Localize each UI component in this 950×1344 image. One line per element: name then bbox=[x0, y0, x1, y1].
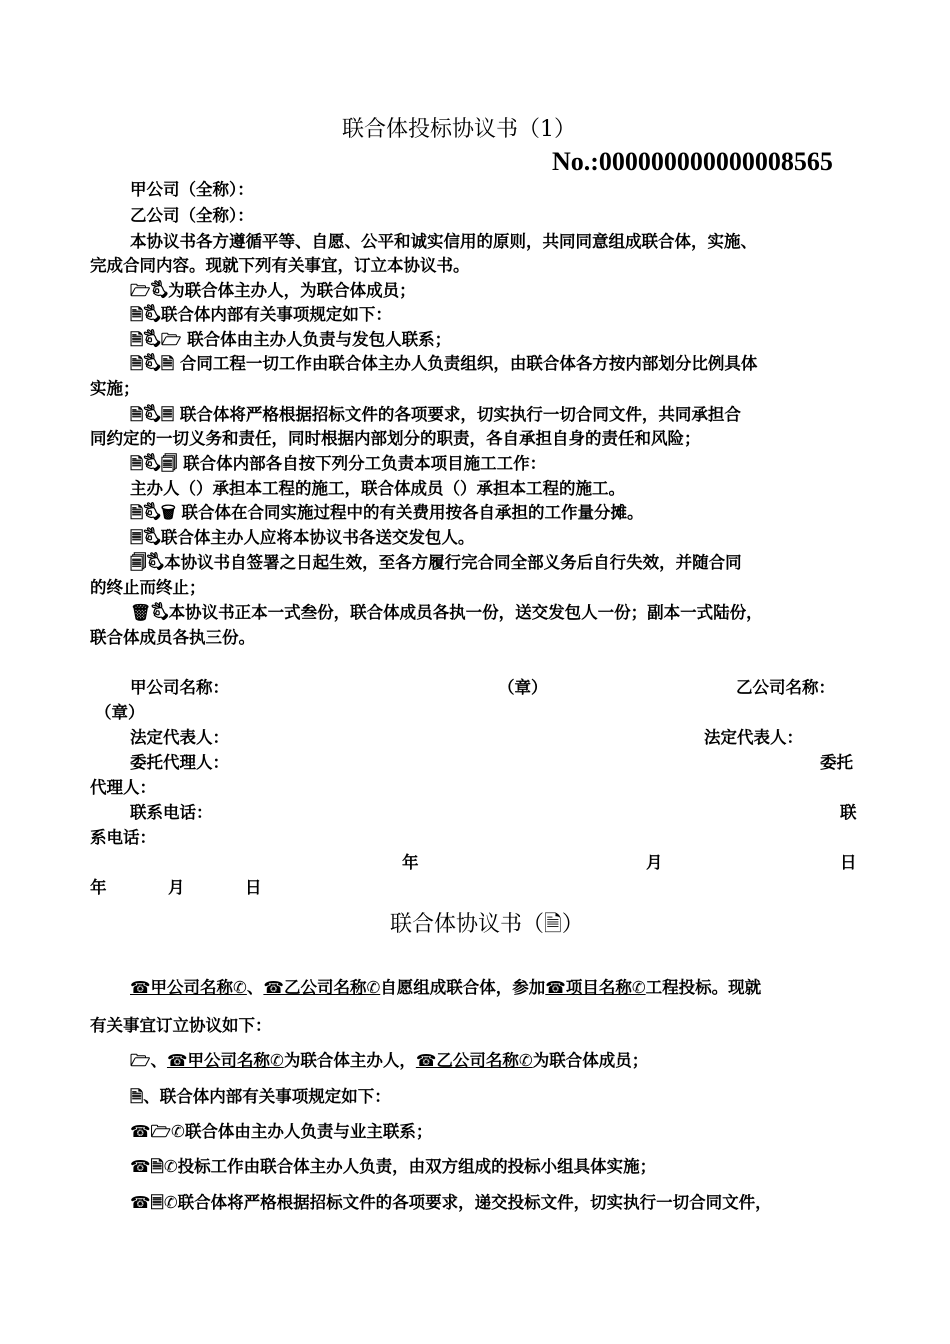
item-2-1: ☎🗁✆联合体由主办人负责与业主联系； bbox=[130, 1122, 433, 1141]
clause-2: 🗎🖏联合体内部有关事项规定如下： bbox=[130, 305, 392, 324]
seal-label: （章） bbox=[498, 678, 548, 697]
party-a-name-placeholder: ☎甲公司名称✆ bbox=[166, 1051, 284, 1070]
clause-3: 🗏🖏联合体主办人应将本协议书各送交发包人。 bbox=[130, 528, 475, 547]
clause-5-cont: 联合体成员各执三份。 bbox=[90, 628, 255, 647]
party-a-name-placeholder: ☎甲公司名称✆ bbox=[130, 978, 247, 997]
document-number: No.:000000000000008565 bbox=[552, 147, 833, 176]
clause-2-5: 🗎🖏🗑 联合体在合同实施过程中的有关费用按各自承担的工作量分摊。 bbox=[130, 503, 644, 522]
clause-2-3: 🗎🖏🗏 联合体将严格根据招标文件的各项要求，切实执行一切合同文件，共同承担合 bbox=[130, 405, 741, 424]
clause-5: 🗑🖏本协议书正本一式叁份，联合体成员各执一份，送交发包人一份；副本一式陆份， bbox=[130, 603, 763, 622]
phone-b-label-cont: 系电话： bbox=[90, 828, 156, 847]
item-1: 🗁、☎甲公司名称✆为联合体主办人，☎乙公司名称✆为联合体成员； bbox=[130, 1051, 649, 1070]
date-day-label: 日 bbox=[840, 853, 857, 872]
party-b-fullname-label: 乙公司（全称）： bbox=[130, 206, 254, 225]
date-year-label: 年 bbox=[90, 878, 107, 897]
item-2: 🗎、联合体内部有关事项规定如下： bbox=[130, 1087, 391, 1106]
date-month-label: 月 bbox=[168, 878, 185, 897]
consortium-agreement-title: 联合体协议书（🗎） bbox=[390, 912, 584, 937]
clause-2-1: 🗎🖏🗁 联合体由主办人负责与发包人联系； bbox=[130, 330, 452, 349]
legal-rep-a-label: 法定代表人： bbox=[130, 728, 229, 747]
intro-line: 完成合同内容。现就下列有关事宜，订立本协议书。 bbox=[90, 256, 470, 275]
agent-a-label: 委托代理人： bbox=[130, 753, 229, 772]
clause-4: 🗐🖏本协议书自签署之日起生效，至各方履行完合同全部义务后自行失效，并随合同 bbox=[130, 553, 742, 572]
legal-rep-b-label: 法定代表人： bbox=[704, 728, 803, 747]
agreement-intro: ☎甲公司名称✆、☎乙公司名称✆自愿组成联合体，参加☎项目名称✆工程投标。现就 bbox=[130, 978, 762, 997]
intro-line: 本协议书各方遵循平等、自愿、公平和诚实信用的原则，共同同意组成联合体，实施、 bbox=[130, 232, 757, 251]
agreement-title: 联合体投标协议书（1） bbox=[342, 117, 576, 142]
agreement-intro-cont: 有关事宜订立协议如下： bbox=[90, 1016, 272, 1035]
agent-b-label: 委托 bbox=[820, 753, 853, 772]
clause-2-2: 🗎🖏🗎 合同工程一切工作由联合体主办人负责组织，由联合体各方按内部划分比例具体 bbox=[130, 354, 758, 373]
agent-b-label-cont: 代理人： bbox=[90, 778, 156, 797]
item-2-3: ☎🗏✆联合体将严格根据招标文件的各项要求，递交投标文件，切实执行一切合同文件， bbox=[130, 1193, 772, 1212]
party-a-name-label: 甲公司名称： bbox=[130, 678, 229, 697]
phone-a-label: 联系电话： bbox=[130, 803, 213, 822]
party-b-name-placeholder: ☎乙公司名称✆ bbox=[263, 978, 381, 997]
clause-2-4: 🗎🖏🗐 联合体内部各自按下列分工负责本项目施工工作： bbox=[130, 454, 547, 473]
clause-2-3-cont: 同约定的一切义务和责任，同时根据内部划分的职责，各自承担自身的责任和风险； bbox=[90, 429, 701, 448]
phone-b-label: 联 bbox=[840, 803, 857, 822]
party-b-name-label: 乙公司名称： bbox=[736, 678, 835, 697]
date-month-label: 月 bbox=[646, 853, 663, 872]
item-2-2: ☎🗎✆投标工作由联合体主办人负责，由双方组成的投标小组具体实施； bbox=[130, 1157, 657, 1176]
clause-2-4-detail: 主办人（）承担本工程的施工，联合体成员（）承担本工程的施工。 bbox=[130, 479, 625, 498]
seal-label: （章） bbox=[95, 703, 145, 722]
clause-2-2-cont: 实施； bbox=[90, 379, 140, 398]
date-year-label: 年 bbox=[402, 853, 419, 872]
clause-1: 🗁🖏为联合体主办人，为联合体成员； bbox=[130, 281, 416, 300]
party-b-name-placeholder: ☎乙公司名称✆ bbox=[415, 1051, 533, 1070]
party-a-fullname-label: 甲公司（全称）： bbox=[130, 180, 254, 199]
date-day-label: 日 bbox=[245, 878, 262, 897]
clause-4-cont: 的终止而终止； bbox=[90, 578, 206, 597]
project-name-placeholder: ☎项目名称✆ bbox=[545, 978, 646, 997]
